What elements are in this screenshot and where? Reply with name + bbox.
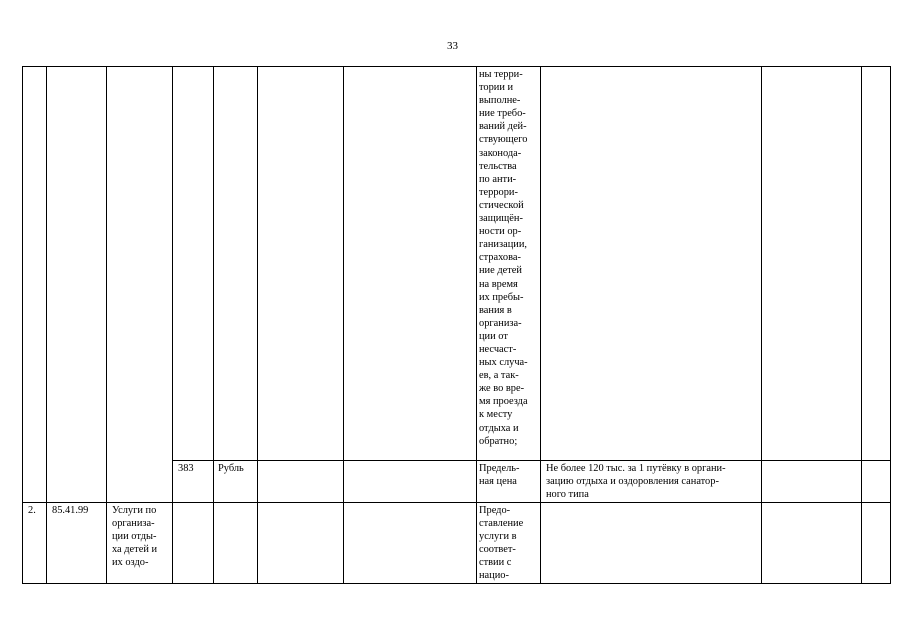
- text-line: ного типа: [546, 489, 589, 501]
- price-characteristic-cell: [479, 462, 519, 488]
- text-line: Не более 120 тыс. за 1 путёвку в органи-: [546, 463, 726, 474]
- text-line: законода-: [479, 147, 522, 159]
- text-line: нацио-: [479, 570, 509, 582]
- text-line: обратно;: [479, 435, 518, 447]
- page-number: 33: [447, 40, 458, 52]
- table-border-right: [890, 66, 891, 584]
- text-line: страхова-: [479, 252, 521, 264]
- text-line: мя проезда: [479, 396, 528, 408]
- text-line: ставление: [479, 518, 524, 530]
- text-line: ваний дей-: [479, 121, 527, 133]
- okpd-code-cell: 85.41.99: [52, 505, 89, 516]
- text-line: ганизации,: [479, 239, 527, 251]
- text-line: их оздо-: [112, 557, 149, 569]
- table-column-divider: [476, 66, 477, 584]
- unit-cell: Рубль: [218, 463, 244, 474]
- table-border-left: [22, 66, 23, 584]
- table-border-bottom: [22, 583, 891, 584]
- text-line: выполне-: [479, 95, 521, 107]
- text-line: стической: [479, 199, 524, 211]
- table-column-divider: [213, 66, 214, 584]
- text-line: тории и: [479, 82, 514, 94]
- text-line: же во вре-: [479, 383, 525, 395]
- text-line: ности ор-: [479, 226, 522, 238]
- text-line: услуги в: [479, 531, 517, 543]
- service-name-cell: [112, 504, 157, 569]
- price-value-cell: [546, 462, 726, 501]
- text-line: несчаст-: [479, 343, 517, 355]
- table-column-divider: [106, 66, 107, 584]
- text-line: к месту: [479, 409, 513, 421]
- text-line: ствующего: [479, 134, 528, 146]
- text-line: зацию отдыха и оздоровления санатор-: [546, 476, 719, 488]
- text-line: по анти-: [479, 173, 517, 185]
- text-line: вания в: [479, 304, 512, 316]
- text-line: отдыха и: [479, 422, 519, 434]
- text-line: соответ-: [479, 544, 516, 556]
- table-column-divider: [540, 66, 541, 584]
- text-line: Услуги по: [112, 505, 157, 516]
- text-line: ев, а так-: [479, 370, 519, 382]
- text-line: ние детей: [479, 265, 522, 277]
- okei-code-cell: 383: [178, 463, 194, 474]
- table-column-divider: [257, 66, 258, 584]
- text-line: ции от: [479, 330, 508, 342]
- text-line: организа-: [112, 518, 155, 530]
- text-line: организа-: [479, 317, 522, 329]
- text-line: Предо-: [479, 505, 511, 516]
- table-column-divider: [46, 66, 47, 584]
- table-row-divider: [172, 460, 891, 461]
- text-line: ха детей и: [112, 544, 158, 556]
- text-line: ных случа-: [479, 357, 528, 369]
- text-line: их пребы-: [479, 291, 524, 303]
- table-border-top: [22, 66, 891, 67]
- table-column-divider: [172, 66, 173, 584]
- text-line: ствии с: [479, 557, 512, 569]
- text-line: тельства: [479, 160, 517, 172]
- text-line: террори-: [479, 186, 518, 198]
- text-line: ная цена: [479, 476, 517, 488]
- table-row-divider: [22, 502, 891, 503]
- text-line: ции отды-: [112, 531, 157, 543]
- continued-row-requirements: [479, 68, 528, 448]
- table-column-divider: [861, 66, 862, 584]
- text-line: Предель-: [479, 463, 520, 474]
- row-number-cell: 2.: [28, 505, 36, 516]
- table-column-divider: [761, 66, 762, 584]
- service-requirements-cell: [479, 504, 523, 583]
- table-column-divider: [343, 66, 344, 584]
- text-line: на время: [479, 278, 518, 290]
- text-line: защищён-: [479, 213, 523, 225]
- text-line: ны терри-: [479, 69, 523, 80]
- text-line: ние требо-: [479, 108, 526, 120]
